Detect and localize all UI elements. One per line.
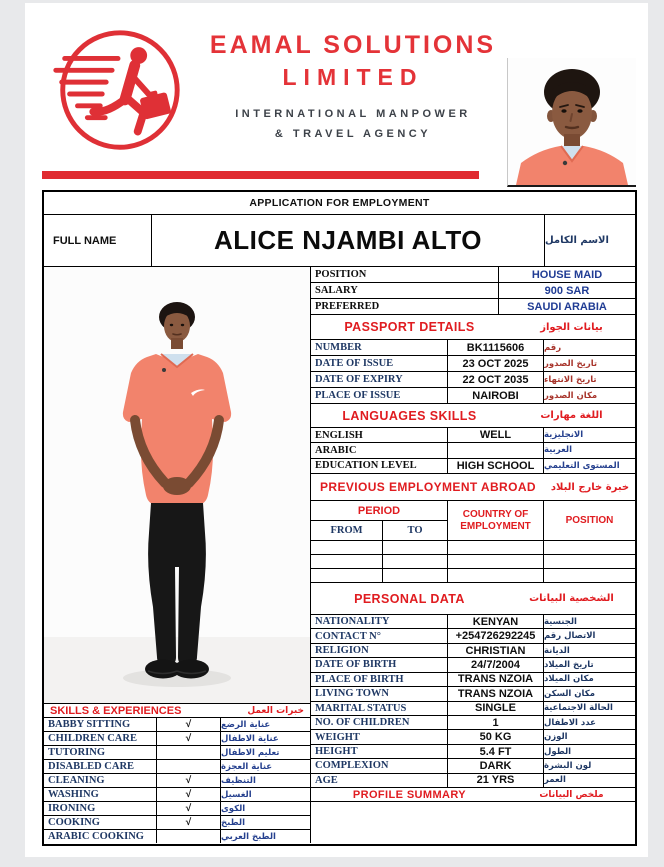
right-column (311, 267, 635, 843)
to-column-header: TO (382, 521, 447, 540)
table-row: DATE OF BIRTH 24/7/2004 تاريخ الميلاد (311, 658, 635, 672)
table-row: HEIGHT 5.4 FT الطول (311, 745, 635, 759)
skills-title-arabic: خبرات العمل (247, 705, 304, 716)
table-row: RELIGION CHRISTIAN الديانة (311, 644, 635, 658)
table-row: CLEANING √ التنظيف (44, 774, 310, 788)
languages-table (311, 428, 635, 474)
table-row: PLACE OF BIRTH TRANS NZOIA مكان الميلاد (311, 673, 635, 687)
employment-table-header (311, 501, 635, 541)
company-logo-running-courier-icon (43, 19, 191, 167)
full-name-value: ALICE NJAMBI ALTO (151, 215, 544, 266)
table-row: DISABLED CARE عناية العجزة (44, 760, 310, 774)
header-red-divider (42, 171, 479, 179)
application-form (42, 190, 637, 846)
document-sheet (25, 3, 648, 857)
table-row: NUMBER BK1115606 رقم (311, 340, 635, 356)
check-mark (156, 746, 220, 759)
profile-summary-header: PROFILE SUMMARY ملخص البيانات (311, 788, 635, 802)
company-tagline: INTERNATIONAL MANPOWER & TRAVEL AGENCY (235, 108, 471, 140)
full-name-row (44, 215, 635, 267)
check-mark: √ (156, 774, 220, 787)
table-row: COOKING √ الطبخ (44, 816, 310, 830)
left-column (44, 267, 311, 843)
from-column-header: FROM (330, 525, 363, 536)
table-row (311, 541, 635, 555)
applicant-portrait-photo (507, 58, 636, 187)
period-column-header: PERIOD (311, 501, 447, 521)
check-mark (156, 830, 220, 843)
table-row: DATE OF ISSUE 23 OCT 2025 تاريخ الصدور (311, 356, 635, 372)
full-name-label-arabic: الاسم الكامل (544, 215, 635, 266)
skills-table (44, 718, 310, 843)
check-mark: √ (156, 788, 220, 801)
table-row: PREFERRED SAUDI ARABIA (311, 299, 635, 315)
full-name-label: FULL NAME (53, 234, 117, 247)
table-row: WASHING √ الغسيل (44, 788, 310, 802)
languages-section-header: LANGUAGES SKILLS اللغة مهارات (311, 404, 635, 428)
table-row: MARITAL STATUS SINGLE الحالة الاجتماعية (311, 702, 635, 716)
table-row: PLACE OF ISSUE NAIROBI مكان الصدور (311, 388, 635, 404)
table-row: SALARY 900 SAR (311, 283, 635, 299)
personal-data-table (311, 615, 635, 788)
table-row: AGE 21 YRS العمر (311, 774, 635, 788)
country-column-header: COUNTRY OF EMPLOYMENT (447, 501, 543, 540)
table-row: NO. OF CHILDREN 1 عدد الاطفال (311, 716, 635, 730)
personal-data-section-header: PERSONAL DATA الشخصية البيانات (311, 583, 635, 615)
table-row: POSITION HOUSE MAID (311, 267, 635, 283)
form-title: APPLICATION FOR EMPLOYMENT (44, 192, 635, 215)
check-mark: √ (156, 802, 220, 815)
table-row: LIVING TOWN TRANS NZOIA مكان السكن (311, 687, 635, 701)
check-mark: √ (156, 718, 220, 731)
employment-section-header: PREVIOUS EMPLOYMENT ABROAD خبرة خارج البلاد (311, 474, 635, 501)
company-name-line1: EAMAL SOLUTIONS (209, 31, 497, 59)
table-row: IRONING √ الكوى (44, 802, 310, 816)
check-mark (156, 760, 220, 773)
table-row: DATE OF EXPIRY 22 OCT 2035 تاريخ الانتهاء (311, 372, 635, 388)
table-row: NATIONALITY KENYAN الجنسية (311, 615, 635, 629)
table-row: TUTORING تعليم الاطفال (44, 746, 310, 760)
position-column-header: POSITION (543, 501, 635, 540)
check-mark: √ (156, 732, 220, 745)
table-row: COMPLEXION DARK لون البشرة (311, 759, 635, 773)
company-name-line2: LIMITED (282, 64, 424, 90)
table-row (311, 555, 635, 569)
table-row: ARABIC COOKING الطبخ العربي (44, 830, 310, 843)
table-row: CHILDREN CARE √ عناية الاطفال (44, 732, 310, 746)
profile-summary-empty-area (311, 802, 635, 843)
table-row: EDUCATION LEVEL HIGH SCHOOL المستوى التعليمي (311, 459, 635, 474)
skills-section-header (44, 704, 310, 718)
passport-section-header: PASSPORT DETAILS بيانات الجواز (311, 315, 635, 340)
table-row: WEIGHT 50 KG الوزن (311, 730, 635, 744)
table-row (311, 569, 635, 583)
check-mark: √ (156, 816, 220, 829)
skills-title: SKILLS & EXPERIENCES (50, 704, 182, 717)
applicant-fullbody-photo (44, 267, 310, 704)
table-row: CONTACT N° +254726292245 الاتصال رقم (311, 629, 635, 643)
company-name-block (187, 31, 519, 145)
table-row: ENGLISH WELL الانجليزية (311, 428, 635, 443)
table-row: ARABIC العربية (311, 443, 635, 458)
table-row: BABBY SITTING √ عناية الرضع (44, 718, 310, 732)
